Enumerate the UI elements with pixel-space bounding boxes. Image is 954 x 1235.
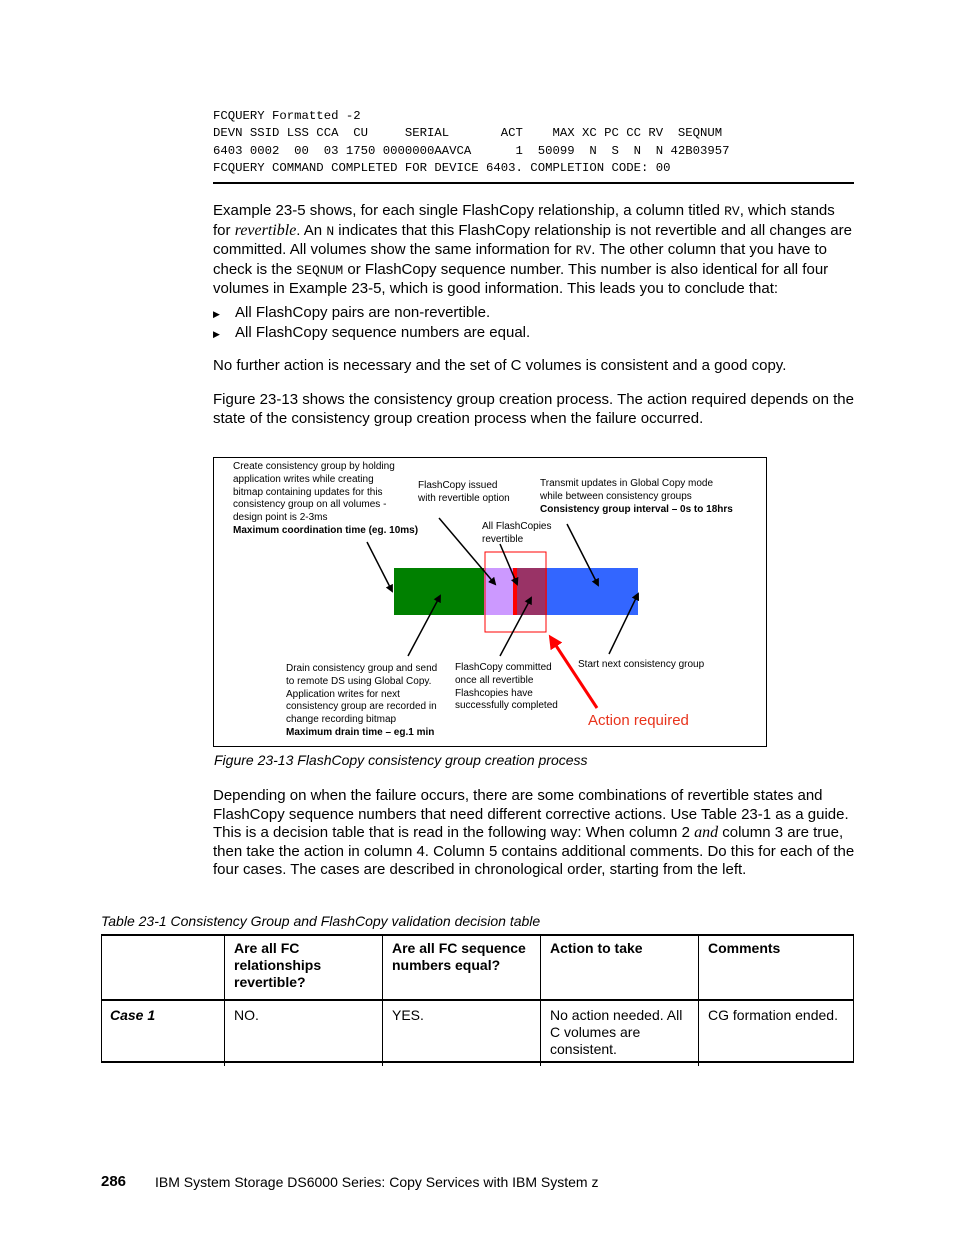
list-item [213,324,853,344]
inline-code-n: N [326,223,335,239]
table-header-cell: Action to take [541,934,699,1000]
label-flashcopy-issued [418,480,510,506]
list-item-text: All FlashCopy pairs are non-revertible. [235,304,491,321]
label-line: revertible [482,533,524,545]
label-line: FlashCopy committed [455,662,552,673]
label-line: once all revertible [455,674,534,686]
label-line: application writes while creating [233,473,374,485]
table-header-cell: Are all FC relationships revertible? [225,934,383,1000]
text: column 3 are true, then take the action in column 4. Column 5 contains additional comments. Do this for each of the four cases. The cases are described in chronological order, starting from the left. [213,824,855,879]
label-line: change recording bitmap [286,714,397,726]
table-header-row [101,934,854,1000]
table-header-cell [101,934,225,1000]
label-line: to remote DS using Global Copy. [286,675,432,687]
figure-consistency-group [213,457,767,747]
bullet-arrow-icon: ▶ [213,328,220,339]
paragraph-revertible [213,202,855,299]
label-line: FlashCopy issued [418,480,498,491]
label-line: while between consistency groups [540,490,692,502]
label-line-bold: Maximum coordination time (eg. 10ms) [233,524,419,536]
code-line: FCQUERY COMMAND COMPLETED FOR DEVICE 6403. COMPLETION CODE: 00 [213,161,671,176]
text: . The other column that you have to check is the [213,241,827,278]
inline-code-rv: RV [575,243,592,259]
text: . An [296,221,327,239]
inline-code-rv: RV [724,204,740,219]
inline-code-seqnum: SEQNUM [296,262,344,278]
phase-revertible-lavender [484,568,514,615]
paragraph-decision-intro [213,787,855,880]
label-line: consistency group are recorded in [286,701,437,713]
code-block-rule [213,182,854,184]
emphasis-revertible: revertible [234,221,297,239]
arrow [367,542,392,591]
list-item [213,304,853,324]
table-cell: NO. [225,1000,383,1066]
bullet-arrow-icon: ▶ [213,309,220,319]
label-line-bold: Maximum drain time – eg.1 min [286,726,435,738]
table-row [101,1000,854,1066]
label-line-bold: Consistency group interval – 0s to 18hrs [540,503,733,515]
label-line: Transmit updates in Global Copy mode [540,478,714,489]
text: indicates that this FlashCopy relationship is not revertible and all changes are committed. All volumes show the same information for [213,221,852,259]
table-header-cell: Comments [699,934,855,1000]
phase-drain-green [394,568,484,615]
text: Depending on when the failure occurs, there are some combinations of revertible states and FlashCopy sequence numbers that need different corrective actions. Use Table 23-1 as a guide. This is a decision table that is read in the following way: When column 2 [213,787,849,842]
table-caption: Table 23-1 Consistency Group and FlashCopy validation decision table [101,913,541,929]
label-transmit-updates [540,478,733,516]
code-line: FCQUERY Formatted -2 [213,109,361,123]
code-block [213,108,730,178]
label-start-next: Start next consistency group [578,659,705,670]
action-arrow [551,638,597,708]
text: , which stands for [213,202,835,239]
paragraph-figure-intro: Figure 23-13 shows the consistency group creation process. The action required depends on the state of the consistency group creation process when the failure occurred. [213,391,854,427]
label-flashcopy-committed [455,662,558,713]
table-header-cell: Are all FC sequence numbers equal? [383,934,541,1000]
label-line: successfully completed [455,700,558,712]
label-line: Create consistency group by holding [233,461,395,472]
label-line: with revertible option [418,492,510,504]
label-line: All FlashCopies [482,521,552,532]
label-action-required: Action required [588,712,689,729]
label-line: design point is 2-3ms [233,512,328,524]
bullet-list [213,304,853,343]
paragraph-no-action: No further action is necessary and the set of C volumes is consistent and a good copy. [213,357,787,374]
table-cell-case: Case 1 [110,1007,156,1023]
label-line: bitmap containing updates for this [233,486,383,498]
emphasis-and: and [694,824,719,842]
label-line: Flashcopies have [455,687,533,699]
page-number: 286 [101,1173,127,1190]
list-item-text: All FlashCopy sequence numbers are equal. [235,323,531,341]
label-line: consistency group on all volumes - [233,499,387,511]
figure-caption: Figure 23-13 FlashCopy consistency group creation process [214,752,588,768]
footer-title: IBM System Storage DS6000 Series: Copy Services with IBM System z [155,1174,599,1190]
table-cell: No action needed. All C volumes are consistent. [541,1000,699,1066]
code-line: 6403 0002 00 03 1750 0000000AAVCA 1 50099 N S N N 42B03957 [213,143,730,158]
label-all-revertible [482,521,551,547]
label-create-group [233,461,418,538]
table-cell: YES. [383,1000,541,1066]
label-line: Drain consistency group and send [286,663,438,674]
text: Example 23-5 shows, for each single FlashCopy relationship, a column titled [213,202,725,219]
phase-commit-maroon [517,568,547,615]
label-drain-group [286,663,437,740]
table-cell: CG formation ended. [699,1000,855,1066]
decision-table [101,934,854,1066]
label-line: Application writes for next [286,688,400,700]
text: or FlashCopy sequence number. This number is also identical for all four volumes in Example 23-5, which is good information. This leads you to conclude that: [213,260,829,298]
code-line: DEVN SSID LSS CCA CU SERIAL ACT MAX XC PC CC RV SEQNUM [213,126,723,141]
